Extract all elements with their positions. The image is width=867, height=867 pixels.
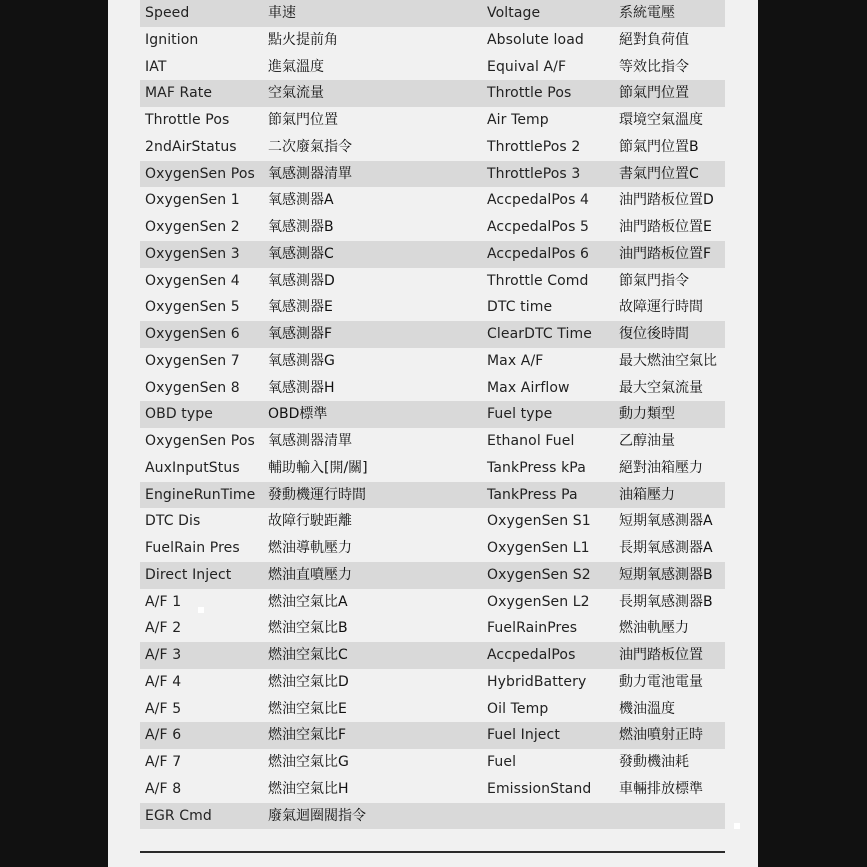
speck-mark [734, 823, 740, 829]
param-name-zh: 空氣流量 [268, 85, 324, 102]
table-row [140, 268, 725, 295]
param-name-en: FuelRain Pres [145, 540, 240, 556]
table-row [140, 0, 725, 27]
param-name-zh: 短期氧感測器B [619, 566, 713, 583]
param-name-zh: 燃油軌壓力 [619, 620, 689, 637]
param-name-zh: 油門踏板位置D [619, 192, 714, 209]
param-name-en: A/F 7 [145, 754, 182, 770]
table-row [140, 669, 725, 696]
param-name-zh: 機油溫度 [619, 700, 675, 717]
table-row [140, 241, 725, 268]
param-name-zh: 最大空氣流量 [619, 379, 703, 396]
param-name-zh: 燃油空氣比C [268, 647, 348, 663]
param-name-zh: 油門踏板位置F [619, 245, 712, 262]
param-name-zh: 乙醇油量 [619, 433, 675, 449]
param-name-zh: 節氣門位置 [619, 85, 689, 102]
table-row [140, 642, 725, 669]
param-name-en: AccpedalPos [487, 647, 576, 663]
param-name-zh: 動力電池電量 [619, 673, 703, 690]
param-name-en: OxygenSen L1 [487, 540, 590, 556]
table-row [140, 107, 725, 134]
param-name-zh: 系統電壓 [619, 5, 675, 21]
param-name-en: Throttle Pos [145, 112, 230, 128]
param-name-en: A/F 4 [145, 673, 182, 690]
param-name-zh: 絕對油箱壓力 [619, 459, 703, 476]
param-name-en: OxygenSen 7 [145, 352, 240, 369]
param-name-zh: 氧感測器F [268, 326, 333, 342]
param-name-zh: 燃油空氣比A [268, 593, 348, 610]
table-row [140, 401, 725, 428]
param-name-en: OxygenSen 5 [145, 299, 240, 316]
param-name-en: AccpedalPos 6 [487, 245, 590, 262]
param-name-zh: 燃油空氣比D [268, 673, 349, 690]
param-name-en: Fuel type [487, 406, 553, 423]
param-name-en: IAT [145, 58, 167, 75]
param-name-zh: 氧感測器C [268, 245, 334, 262]
table-row [140, 562, 725, 589]
param-name-en: OBD type [145, 406, 213, 423]
param-name-zh: 絕對負荷值 [619, 31, 689, 48]
param-name-zh: 二次廢氣指令 [268, 138, 352, 155]
param-name-zh: 燃油空氣比H [268, 780, 349, 797]
table-row [140, 321, 725, 348]
param-name-en: A/F 2 [145, 620, 182, 637]
param-name-zh: 復位後時間 [619, 326, 689, 342]
table-row [140, 722, 725, 749]
param-name-en: Direct Inject [145, 566, 232, 583]
param-name-zh: 燃油空氣比E [268, 700, 347, 717]
param-name-zh: 氧感測器清單 [268, 165, 352, 182]
table-row [140, 749, 725, 776]
param-name-en: EGR Cmd [145, 807, 212, 824]
table-row [140, 134, 725, 161]
param-name-zh: 點火提前角 [268, 31, 338, 48]
param-name-zh: OBD標準 [268, 406, 328, 423]
param-name-en: A/F 6 [145, 727, 182, 744]
param-name-en: Ignition [145, 31, 199, 48]
table-row [140, 428, 725, 455]
param-name-zh: 輔助輸入[開/關] [268, 459, 368, 476]
param-name-en: Voltage [487, 5, 541, 21]
param-name-en: Air Temp [487, 112, 549, 128]
param-name-zh: 發動機運行時間 [268, 486, 366, 503]
param-name-zh: 動力類型 [619, 406, 675, 423]
param-name-en: Max A/F [487, 352, 544, 369]
table-row [140, 375, 725, 402]
param-name-en: A/F 1 [145, 593, 182, 610]
param-name-en: Absolute load [487, 31, 584, 48]
param-name-en: Throttle Pos [487, 85, 572, 102]
table-row [140, 294, 725, 321]
param-name-en: TankPress kPa [487, 459, 586, 476]
param-name-zh: 進氣溫度 [268, 58, 324, 75]
param-name-zh: 最大燃油空氣比 [619, 352, 717, 369]
param-name-en: Fuel [487, 754, 517, 770]
param-name-en: EngineRunTime [145, 486, 256, 503]
param-name-en: TankPress Pa [487, 486, 578, 503]
param-name-en: Ethanol Fuel [487, 433, 575, 449]
param-name-en: OxygenSen 8 [145, 379, 240, 396]
param-name-en: AccpedalPos 5 [487, 219, 590, 235]
table-row [140, 54, 725, 81]
param-name-zh: 節氣門指令 [619, 272, 689, 289]
table-row [140, 776, 725, 803]
param-name-zh: 氧感測器H [268, 379, 335, 396]
param-name-zh: 油門踏板位置E [619, 219, 712, 235]
table-row [140, 455, 725, 482]
param-name-zh: 長期氧感測器A [619, 540, 713, 556]
param-name-zh: 書氣門位置C [619, 165, 699, 182]
param-name-en: OxygenSen Pos [145, 165, 255, 182]
param-name-zh: 燃油空氣比B [268, 620, 348, 637]
param-name-en: OxygenSen 6 [145, 326, 240, 342]
param-name-en: OxygenSen 4 [145, 272, 240, 289]
param-name-zh: 故障行駛距離 [268, 513, 352, 530]
param-name-zh: 環境空氣溫度 [619, 112, 703, 128]
param-name-zh: 氧感測器B [268, 219, 334, 235]
param-name-en: ThrottlePos 2 [487, 138, 581, 155]
param-name-en: OxygenSen 3 [145, 245, 240, 262]
param-name-en: HybridBattery [487, 673, 587, 690]
param-name-zh: 車輛排放標準 [619, 780, 703, 797]
param-name-en: OxygenSen 1 [145, 192, 240, 209]
param-name-en: OxygenSen Pos [145, 433, 255, 449]
param-name-zh: 短期氧感測器A [619, 513, 713, 530]
table-row [140, 187, 725, 214]
bottom-divider [140, 851, 725, 853]
param-name-en: DTC time [487, 299, 553, 316]
param-name-en: ThrottlePos 3 [487, 165, 581, 182]
table-row [140, 27, 725, 54]
table-row [140, 161, 725, 188]
param-name-zh: 燃油導軌壓力 [268, 540, 352, 556]
param-name-en: DTC Dis [145, 513, 201, 530]
param-name-en: OxygenSen 2 [145, 219, 240, 235]
table-row [140, 589, 725, 616]
param-name-en: Fuel Inject [487, 727, 560, 744]
param-name-en: ClearDTC Time [487, 326, 592, 342]
param-name-zh: 故障運行時間 [619, 299, 703, 316]
param-name-zh: 氧感測器D [268, 272, 335, 289]
param-name-en: EmissionStand [487, 780, 592, 797]
param-name-zh: 氧感測器G [268, 352, 335, 369]
param-name-zh: 燃油空氣比G [268, 754, 349, 770]
pid-parameter-table [140, 0, 725, 829]
param-name-zh: 廢氣迴圈閥指令 [268, 807, 366, 824]
table-row [140, 508, 725, 535]
param-name-en: OxygenSen S2 [487, 566, 591, 583]
param-name-zh: 氧感測器A [268, 192, 334, 209]
param-name-zh: 等效比指令 [619, 58, 689, 75]
table-row [140, 348, 725, 375]
param-name-en: A/F 5 [145, 700, 182, 717]
param-name-zh: 燃油噴射正時 [619, 727, 703, 744]
table-row [140, 214, 725, 241]
param-name-zh: 長期氧感測器B [619, 593, 713, 610]
param-name-zh: 車速 [268, 5, 296, 21]
param-name-zh: 氧感測器清單 [268, 433, 352, 449]
table-row [140, 482, 725, 509]
table-row [140, 696, 725, 723]
param-name-zh: 發動機油耗 [619, 754, 689, 770]
param-name-en: MAF Rate [145, 85, 213, 102]
param-name-en: Throttle Comd [487, 272, 589, 289]
param-name-en: Equival A/F [487, 58, 567, 75]
table-row [140, 535, 725, 562]
table-row [140, 615, 725, 642]
param-name-en: OxygenSen L2 [487, 593, 590, 610]
table-row [140, 80, 725, 107]
param-name-en: A/F 8 [145, 780, 182, 797]
param-name-zh: 節氣門位置B [619, 138, 699, 155]
param-name-en: Max Airflow [487, 379, 570, 396]
param-name-en: AccpedalPos 4 [487, 192, 590, 209]
param-name-zh: 節氣門位置 [268, 112, 338, 128]
param-name-en: Oil Temp [487, 700, 549, 717]
param-name-en: 2ndAirStatus [145, 138, 237, 155]
param-name-en: OxygenSen S1 [487, 513, 591, 530]
param-name-en: A/F 3 [145, 647, 182, 663]
param-name-en: FuelRainPres [487, 620, 578, 637]
table-row [140, 803, 725, 830]
param-name-en: AuxInputStus [145, 459, 240, 476]
param-name-zh: 燃油直噴壓力 [268, 566, 352, 583]
param-name-zh: 燃油空氣比F [268, 727, 347, 744]
speck-mark [198, 607, 204, 613]
param-name-en: Speed [145, 5, 190, 21]
param-name-zh: 油門踏板位置 [619, 647, 703, 663]
param-name-zh: 油箱壓力 [619, 486, 675, 503]
param-name-zh: 氧感測器E [268, 299, 333, 316]
